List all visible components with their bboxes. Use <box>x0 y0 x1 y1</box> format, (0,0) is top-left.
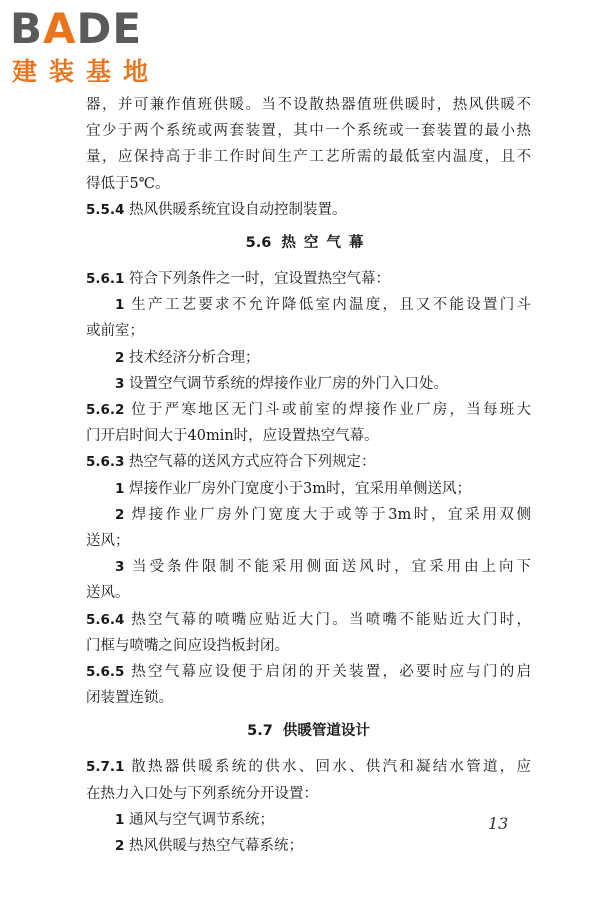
text-line: 器，并可兼作值班供暖。当不设散热器值班供暖时，热风供暖不 <box>86 97 531 113</box>
clause-5-6-1: 5.6.1 符合下列条件之一时，宜设置热空气幕： <box>86 271 391 288</box>
clause-5-5-4: 5.5.4 热风供暖系统宜设自动控制装置。 <box>86 201 347 218</box>
page-number: 13 <box>488 814 509 833</box>
text-line: 门框与喷嘴之间应设挡板封闭。 <box>86 637 289 654</box>
list-item: 2 技术经济分析合理； <box>115 349 260 366</box>
clause-number: 5.7.1 <box>86 759 125 776</box>
list-item: 1 焊接作业厂房外门宽度小于3m时，宜采用单侧送风； <box>115 480 471 497</box>
clause-5-7-1: 5.7.1 散热器供暖系统的供水、回水、供汽和凝结水管道，应 <box>86 759 531 776</box>
clause-5-6-2: 5.6.2 位于严寒地区无门斗或前室的焊接作业厂房，当每班大 <box>86 402 531 419</box>
logo-subtitle: 建装基地 <box>12 57 161 86</box>
list-item: 1 生产工艺要求不允许降低室内温度，且又不能设置门斗 <box>115 297 531 314</box>
text-line: 送风。 <box>86 585 130 602</box>
section-heading-5-7: 5.7 供暖管道设计 <box>247 723 370 740</box>
text-line: 量，应保持高于非工作时间生产工艺所需的最低室内温度，且不 <box>86 149 531 166</box>
list-item: 1 通风与空气调节系统； <box>115 811 275 828</box>
clause-5-6-3: 5.6.3 热空气幕的送风方式应符合下列规定： <box>86 454 376 471</box>
list-item: 3 设置空气调节系统的焊接作业厂房的外门入口处。 <box>115 375 449 392</box>
list-item: 3 当受条件限制不能采用侧面送风时，宜采用由上向下 <box>115 559 532 576</box>
clause-number: 5.6.5 <box>86 664 125 681</box>
clause-number: 5.6.3 <box>86 454 125 471</box>
clause-number: 5.6.1 <box>86 271 125 288</box>
text-line: 门开启时间大于40min时，应设置热空气幕。 <box>86 428 379 445</box>
text-line: 闭装置连锁。 <box>86 690 173 707</box>
clause-number: 5.6.2 <box>86 402 125 419</box>
clause-number: 5.5.4 <box>86 201 125 218</box>
text-line: 宜少于两个系统或两套装置，其中一个系统或一套装置的最小热 <box>86 123 531 140</box>
text-line: 或前室； <box>86 323 144 340</box>
clause-5-6-5: 5.6.5 热空气幕应设便于启闭的开关装置，必要时应与门的启 <box>86 664 531 681</box>
brand-logo <box>10 6 180 92</box>
list-item: 2 热风供暖与热空气幕系统； <box>115 838 304 855</box>
text-line: 得低于5℃。 <box>86 175 170 192</box>
list-item: 2 焊接作业厂房外门宽度大于或等于3m时，宜采用双侧 <box>115 506 531 523</box>
text-line: 送风； <box>86 533 130 550</box>
section-heading-5-6: 5.6 热空气幕 <box>245 235 372 252</box>
text-line: 在热力入口处与下列系统分开设置： <box>86 785 318 802</box>
logo-wordmark: BADE <box>10 4 143 53</box>
clause-number: 5.6.4 <box>86 611 125 628</box>
document-body <box>86 92 531 859</box>
clause-5-6-4: 5.6.4 热空气幕的喷嘴应贴近大门。当喷嘴不能贴近大门时， <box>86 611 531 628</box>
